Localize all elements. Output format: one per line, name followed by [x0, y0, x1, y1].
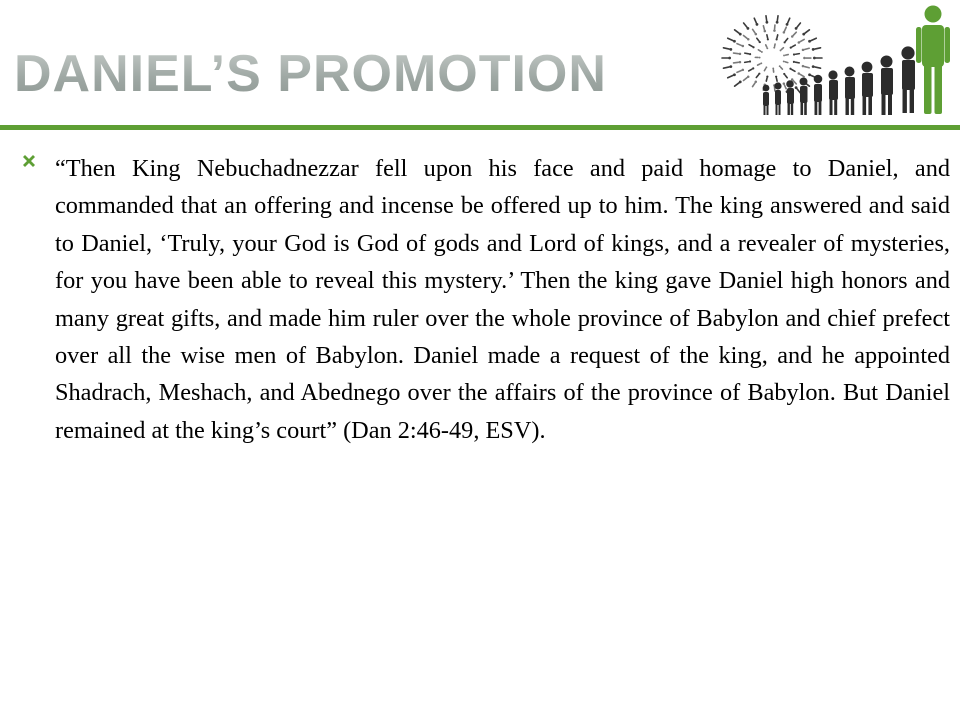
spiral-figure [777, 35, 778, 38]
spiral-figure-head [795, 27, 798, 30]
spiral-figure-head [733, 73, 736, 76]
spiral-figure [785, 75, 787, 78]
spiral-figure [728, 75, 733, 77]
spiral-figure [734, 53, 739, 54]
spiral-figure [735, 83, 739, 86]
spiral-figure [764, 69, 765, 71]
spiral-figure-head [790, 47, 792, 49]
spiral-figure [776, 78, 777, 81]
spiral-figure [756, 75, 758, 78]
spiral-figure-head [759, 57, 761, 59]
spiral-figure [784, 85, 786, 89]
spiral-figure [793, 32, 796, 35]
x-mark-icon [20, 152, 38, 170]
spiral-figure-head [759, 41, 761, 43]
spiral-figure-head [789, 68, 791, 70]
spiral-figure-head [752, 46, 754, 48]
slide-title: DANIEL’S PROMOTION [14, 45, 607, 103]
spiral-figure [766, 45, 767, 47]
spiral-figure-head [767, 38, 769, 40]
spiral-figure [753, 29, 755, 33]
spiral-figure-head [808, 73, 811, 76]
spiral-figure-head [798, 41, 801, 44]
spiral-figure [792, 45, 795, 47]
spiral-figure-head [765, 66, 767, 68]
spiral-figure-head [802, 33, 805, 36]
spiral-figure-head [802, 49, 805, 52]
spiral-figure [745, 53, 749, 54]
spiral-figure-head [729, 48, 732, 51]
spiral-figure-head [742, 69, 745, 72]
spiral-figure [723, 48, 729, 49]
spiral-figure [745, 62, 749, 63]
spiral-figure [786, 55, 789, 56]
spiral-figure-head [728, 57, 731, 60]
spiral-figure [796, 54, 800, 55]
spiral-figure-head [783, 60, 785, 62]
spiral-figure-head [756, 23, 759, 26]
spiral-figure [804, 67, 809, 68]
spiral-figure [749, 45, 752, 47]
spiral-figure-head [772, 67, 774, 69]
spiral-figure [766, 16, 767, 21]
spiral-figure-head [747, 27, 750, 30]
spiral-figure-head [764, 30, 767, 33]
spiral-figure-head [808, 40, 811, 43]
spiral-figure [782, 48, 784, 50]
spiral-figure-head [793, 53, 795, 55]
spiral-figure-head [752, 67, 754, 69]
spiral-figure-head [747, 38, 750, 41]
spiral-figure-head [758, 73, 760, 75]
bullet-text: “Then King Nebuchadnezzar fell upon his face and paid homage to Daniel, and commanded that an offering and incense be offered up to him. The king answered and said to Daniel, ‘Truly, your God is God of gods and Lord of kings, and a revealer of mysteries, for you have been able to reveal this mystery.’ Then the king gave Daniel high honors and many great gifts, and made him ruler over the whole province of Babylon and chief prefect over all the wise men of Babylon. Daniel made a request of the king, and he appointed Shadrach, Meshach, and Abednego over the affairs of the province of Babylon. But Daniel remained at the king’s court” (Dan 2:46-49, ESV). [55, 155, 950, 444]
figure-row [763, 46, 915, 115]
spiral-figure-head [755, 33, 758, 36]
spiral-figure [754, 18, 756, 23]
spiral-figure [797, 23, 800, 27]
spiral-figure-head [776, 38, 778, 40]
spiral-figure [737, 44, 741, 46]
spiral-figure [784, 27, 786, 31]
spiral-figure [723, 67, 729, 68]
spiral-figure-head [791, 35, 794, 38]
spiral-figure-head [773, 47, 775, 49]
spiral-figure [785, 62, 788, 63]
spiral-figure-head [780, 49, 782, 51]
spiral-figure-head [739, 61, 742, 64]
spiral-figure-head [798, 72, 801, 75]
people-growth-icon [700, 0, 960, 128]
spiral-figure-head [795, 86, 798, 89]
spiral-figure-head [749, 53, 751, 55]
spiral-figure-head [802, 65, 805, 68]
spiral-figure [792, 70, 795, 72]
spiral-figure-head [776, 21, 779, 24]
spiral-figure [788, 18, 790, 23]
spiral-figure [743, 78, 747, 81]
spiral-figure-head [765, 21, 768, 24]
spiral-figure-head [729, 65, 732, 68]
spiral-figure [815, 48, 821, 49]
spiral-figure [758, 50, 760, 51]
spiral-figure-head [739, 53, 742, 56]
spiral-figure [763, 26, 764, 30]
spiral-figure-head [791, 78, 794, 81]
spiral-figure-head [786, 23, 789, 26]
spiral-figure [800, 74, 804, 76]
spiral-figure-head [766, 75, 768, 77]
spiral-figure [797, 89, 800, 93]
spiral-figure-head [812, 48, 815, 51]
spiral-figure [766, 78, 767, 81]
title-divider [0, 125, 960, 130]
spiral-figure-head [747, 75, 750, 78]
bullet-list [20, 150, 950, 449]
spiral-figure-head [779, 65, 781, 67]
spiral-figure-head [739, 33, 742, 36]
spiral-figure-head [783, 31, 786, 34]
spiral-figure-head [783, 73, 785, 75]
green-figure [916, 6, 950, 115]
spiral-figure-head [733, 40, 736, 43]
spiral-figure-head [742, 45, 745, 48]
spiral-figure [795, 62, 799, 63]
spiral-figure-head [766, 47, 768, 49]
spiral-figure [767, 35, 768, 38]
spiral-figure [804, 48, 809, 49]
spiral-figure [753, 83, 755, 87]
spiral-figure [728, 38, 733, 40]
spiral-figure-head [760, 62, 762, 64]
spiral-figure-head [761, 51, 763, 53]
spiral-figure [744, 35, 748, 38]
spiral-figure [749, 69, 752, 71]
spiral-figure [800, 39, 804, 41]
spiral-figure-head [783, 82, 786, 85]
spiral-figure [777, 16, 778, 21]
spiral-figure [758, 64, 760, 65]
spiral-figure-head [739, 80, 742, 83]
spiral-figure-head [812, 65, 815, 68]
spiral-figure-head [793, 61, 795, 63]
spiral-figure [757, 38, 759, 41]
spiral-figure [781, 67, 783, 69]
spiral-figure-head [803, 57, 806, 60]
spiral-figure-head [813, 57, 816, 60]
spiral-figure [735, 30, 739, 33]
spiral-figure [734, 62, 739, 63]
spiral-figure [737, 71, 741, 73]
spiral-figure [805, 30, 809, 33]
spiral-figure-head [784, 41, 786, 43]
spiral-figure [815, 67, 821, 68]
spiral-figure [811, 38, 816, 40]
spiral-figure [744, 23, 747, 27]
spiral-figure-head [749, 60, 751, 62]
spiral-figure-head [783, 55, 785, 57]
spiral-figure [786, 38, 788, 41]
spiral-figure-head [755, 81, 758, 84]
spiral-figure-head [773, 29, 776, 32]
spiral-figure-head [775, 76, 777, 78]
